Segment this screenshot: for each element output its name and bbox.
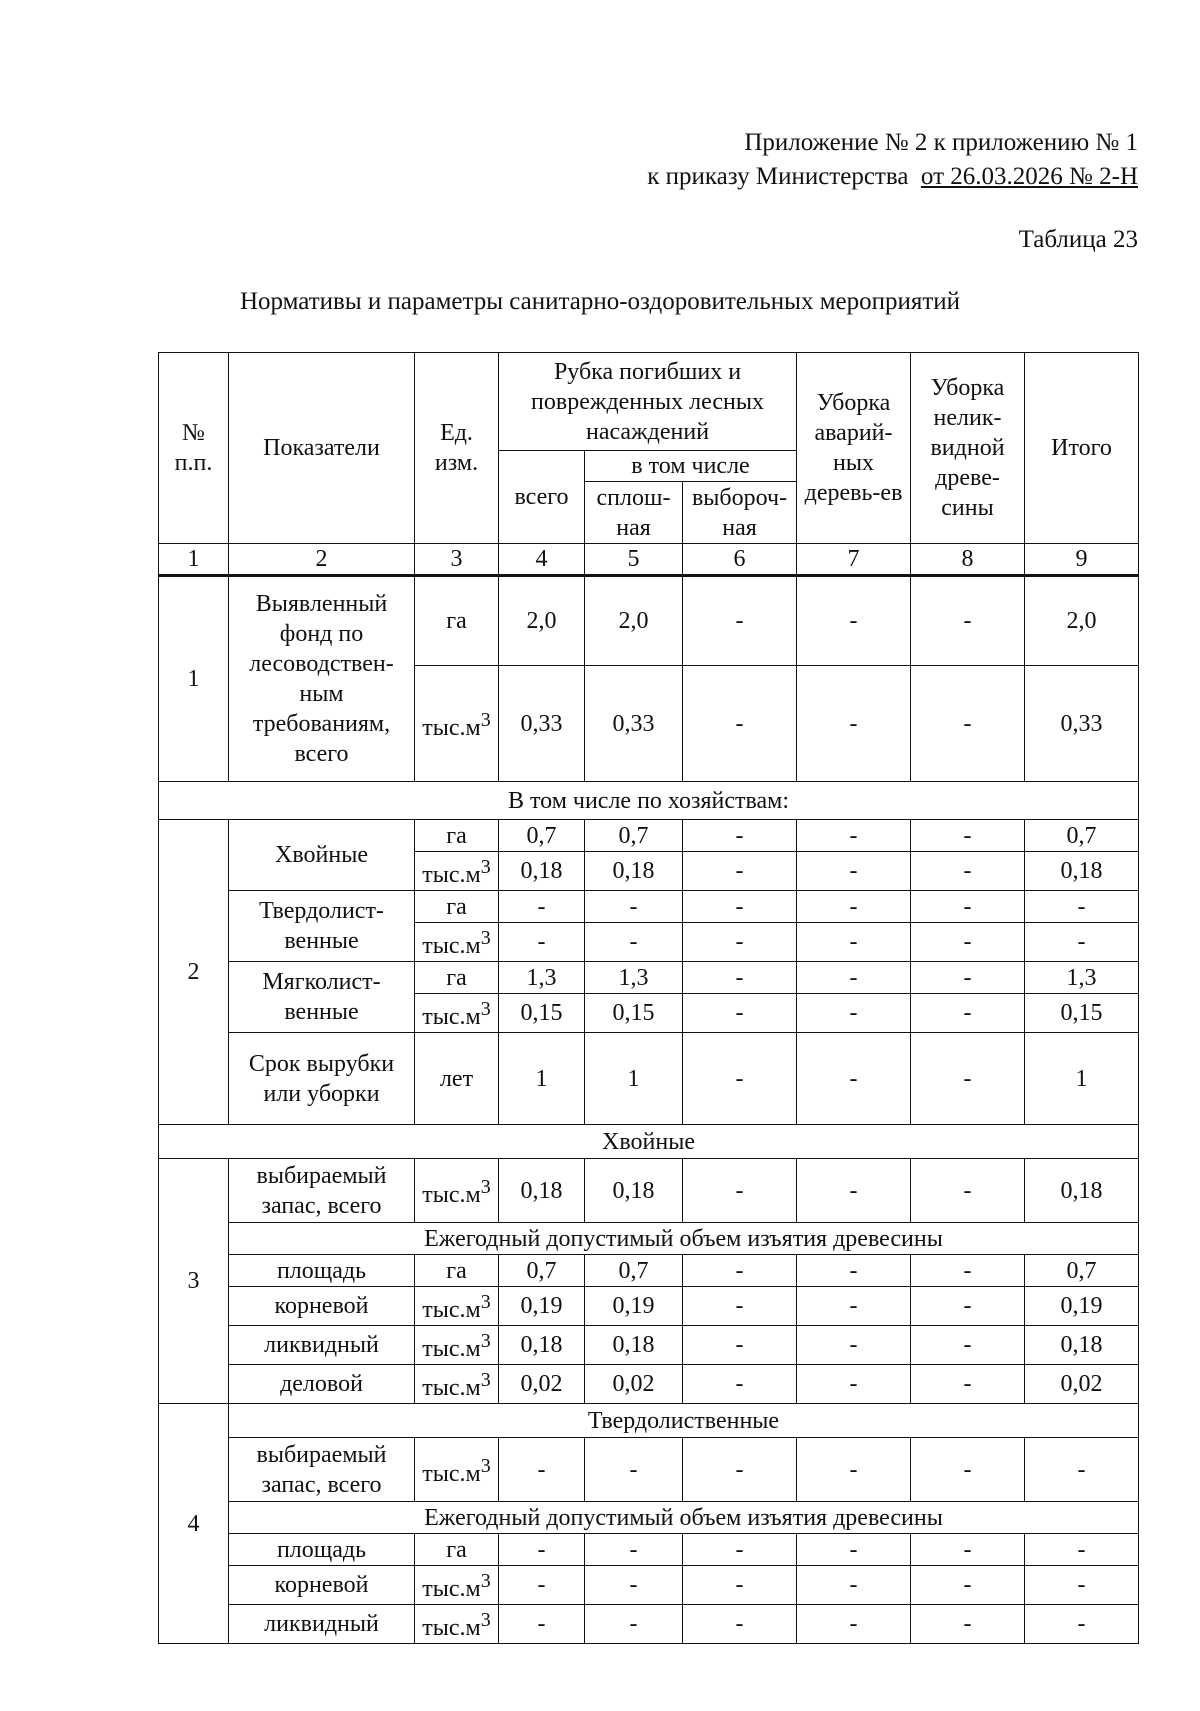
cubic-superscript: 3	[480, 1175, 491, 1198]
term-name: Срок вырубки или уборки	[229, 1033, 415, 1125]
value-cell: -	[797, 1365, 911, 1404]
appendix-line-2	[647, 160, 1138, 194]
value-cell: 0,15	[1025, 994, 1139, 1033]
unit-cell	[415, 1159, 499, 1223]
cubic-superscript: 3	[480, 856, 491, 878]
value-cell: -	[683, 962, 797, 994]
value-cell: -	[1025, 923, 1139, 962]
col-head-unit: Ед. изм.	[415, 353, 499, 544]
group-name-hardwood: Твердолист-венные	[229, 891, 415, 962]
row-name: корневой	[229, 1566, 415, 1605]
value-cell: 0,18	[1025, 852, 1139, 891]
unit-cell	[415, 852, 499, 891]
value-cell: 0,7	[585, 820, 683, 852]
unit-label: лет	[439, 1065, 474, 1092]
value-cell: -	[683, 994, 797, 1033]
value-cell: 1	[1025, 1033, 1139, 1125]
value-cell: -	[911, 1534, 1025, 1566]
value-cell: -	[911, 820, 1025, 852]
value-cell: -	[499, 1566, 585, 1605]
value-cell: 0,33	[585, 666, 683, 782]
value-cell: -	[683, 820, 797, 852]
unit-label: га	[446, 1536, 467, 1563]
value-cell: -	[911, 852, 1025, 891]
value-cell: -	[911, 1033, 1025, 1125]
column-number: 9	[1025, 544, 1139, 576]
value-cell: 0,19	[499, 1287, 585, 1326]
value-cell: -	[797, 1326, 911, 1365]
section4-num: 4	[159, 1404, 229, 1644]
value-cell: -	[797, 666, 911, 782]
column-number: 3	[415, 544, 499, 576]
unit-cell	[415, 1566, 499, 1605]
value-cell: -	[499, 1534, 585, 1566]
unit-label: га	[446, 1257, 467, 1284]
unit-label: га	[446, 608, 467, 634]
unit-cell	[415, 923, 499, 962]
cubic-superscript: 3	[480, 1291, 491, 1313]
col-head-num: № п.п.	[159, 353, 229, 544]
value-cell: -	[683, 1534, 797, 1566]
value-cell: -	[797, 1033, 911, 1125]
value-cell: 0,02	[499, 1365, 585, 1404]
unit-cell	[415, 962, 499, 994]
unit-cell	[415, 1033, 499, 1125]
value-cell: -	[911, 1365, 1025, 1404]
value-cell: -	[911, 1605, 1025, 1644]
value-cell: -	[683, 1605, 797, 1644]
section4-annual-heading: Ежегодный допустимый объем изъятия древесины	[229, 1502, 1139, 1534]
section4-stock-name: выбираемый запас, всего	[229, 1438, 415, 1502]
unit-label: тыс.м	[422, 1004, 481, 1030]
unit-cell	[415, 1326, 499, 1365]
value-cell: -	[683, 1566, 797, 1605]
value-cell: -	[683, 1255, 797, 1287]
row-name: площадь	[229, 1534, 415, 1566]
cubic-superscript: 3	[480, 998, 491, 1020]
table-title: Нормативы и параметры санитарно-оздоровительных мероприятий	[239, 288, 961, 315]
column-number: 8	[911, 544, 1025, 576]
unit-cell	[415, 1438, 499, 1502]
value-cell: -	[683, 1287, 797, 1326]
unit-label: га	[446, 822, 467, 849]
table-number: Таблица 23	[1018, 226, 1138, 253]
value-cell: -	[797, 1534, 911, 1566]
value-cell: 1,3	[499, 962, 585, 994]
section3-annual-heading: Ежегодный допустимый объем изъятия древесины	[229, 1223, 1139, 1255]
section4-heading: Твердолиственные	[229, 1404, 1139, 1438]
value-cell: -	[911, 994, 1025, 1033]
value-cell: -	[911, 666, 1025, 782]
value-cell: -	[1025, 1534, 1139, 1566]
value-cell: -	[911, 1255, 1025, 1287]
value-cell: -	[797, 576, 911, 666]
value-cell: -	[797, 1566, 911, 1605]
value-cell: 0,15	[585, 994, 683, 1033]
section1-num: 1	[159, 576, 229, 782]
value-cell: -	[797, 1438, 911, 1502]
unit-label: тыс.м	[422, 1181, 481, 1208]
cubic-superscript: 3	[480, 708, 491, 731]
value-cell: -	[683, 1438, 797, 1502]
order-ref: к приказу Министерства	[647, 163, 909, 190]
cubic-superscript: 3	[480, 1609, 491, 1631]
value-cell: -	[499, 1438, 585, 1502]
value-cell: 0,7	[499, 1255, 585, 1287]
value-cell: -	[585, 1566, 683, 1605]
value-cell: 0,18	[1025, 1326, 1139, 1365]
value-cell: -	[797, 891, 911, 923]
value-cell: -	[911, 1159, 1025, 1223]
value-cell: 0,19	[585, 1287, 683, 1326]
norms-table	[158, 352, 1139, 1644]
unit-cell	[415, 1534, 499, 1566]
value-cell: 1,3	[1025, 962, 1139, 994]
row-name: ликвидный	[229, 1326, 415, 1365]
column-number: 2	[229, 544, 415, 576]
value-cell: -	[797, 1287, 911, 1326]
value-cell: -	[911, 891, 1025, 923]
col-head-felling: Рубка погибших и поврежденных лесных насаждений	[499, 353, 797, 451]
group-name-softwood: Мягколист-венные	[229, 962, 415, 1033]
value-cell: 2,0	[585, 576, 683, 666]
value-cell: -	[911, 923, 1025, 962]
unit-label: тыс.м	[422, 1297, 481, 1323]
value-cell: -	[911, 576, 1025, 666]
cubic-superscript: 3	[480, 1369, 491, 1391]
value-cell: 2,0	[499, 576, 585, 666]
value-cell: -	[797, 1159, 911, 1223]
value-cell: -	[585, 1534, 683, 1566]
value-cell: 0,7	[1025, 1255, 1139, 1287]
unit-label: тыс.м	[422, 1615, 481, 1641]
value-cell: -	[797, 820, 911, 852]
value-cell: 2,0	[1025, 576, 1139, 666]
section2-num: 2	[159, 820, 229, 1125]
row-name: корневой	[229, 1287, 415, 1326]
unit-label: тыс.м	[422, 1375, 481, 1401]
unit-label: га	[446, 893, 467, 920]
value-cell: -	[911, 1287, 1025, 1326]
value-cell: 0,18	[585, 852, 683, 891]
value-cell: -	[585, 1605, 683, 1644]
row-name: ликвидный	[229, 1605, 415, 1644]
unit-cell	[415, 1287, 499, 1326]
row-name: площадь	[229, 1255, 415, 1287]
col-head-sum: Итого	[1025, 353, 1139, 544]
value-cell: 0,19	[1025, 1287, 1139, 1326]
col-head-including: в том числе	[585, 451, 797, 482]
value-cell: -	[683, 576, 797, 666]
value-cell: 0,18	[1025, 1159, 1139, 1223]
value-cell: -	[683, 923, 797, 962]
value-cell: -	[797, 962, 911, 994]
unit-label: тыс.м	[422, 862, 481, 888]
value-cell: -	[683, 666, 797, 782]
value-cell: -	[911, 1326, 1025, 1365]
value-cell: 0,18	[585, 1159, 683, 1223]
section3-heading: Хвойные	[159, 1125, 1139, 1159]
value-cell: -	[499, 891, 585, 923]
value-cell: -	[1025, 1605, 1139, 1644]
group-name-conifer: Хвойные	[229, 820, 415, 891]
col-head-indicator: Показатели	[229, 353, 415, 544]
row-name: деловой	[229, 1365, 415, 1404]
value-cell: 0,18	[499, 852, 585, 891]
value-cell: -	[585, 1438, 683, 1502]
value-cell: 0,02	[585, 1365, 683, 1404]
value-cell: 0,18	[499, 1326, 585, 1365]
unit-cell	[415, 666, 499, 782]
column-number: 7	[797, 544, 911, 576]
unit-cell	[415, 1365, 499, 1404]
value-cell: 0,18	[585, 1326, 683, 1365]
value-cell: -	[683, 1326, 797, 1365]
value-cell: -	[683, 1033, 797, 1125]
value-cell: -	[911, 962, 1025, 994]
value-cell: -	[585, 923, 683, 962]
cubic-superscript: 3	[480, 927, 491, 949]
column-number: 6	[683, 544, 797, 576]
col-head-clear: сплош-ная	[585, 482, 683, 544]
value-cell: 0,15	[499, 994, 585, 1033]
value-cell: 0,7	[499, 820, 585, 852]
value-cell: 0,02	[1025, 1365, 1139, 1404]
value-cell: -	[797, 923, 911, 962]
value-cell: -	[1025, 1438, 1139, 1502]
value-cell: -	[797, 1605, 911, 1644]
unit-cell	[415, 891, 499, 923]
value-cell: -	[797, 852, 911, 891]
unit-label: тыс.м	[422, 1336, 481, 1362]
section1-indicator: Выявленный фонд по лесоводствен-ным требованиям, всего	[229, 576, 415, 782]
column-number: 5	[585, 544, 683, 576]
section3-stock-name: выбираемый запас, всего	[229, 1159, 415, 1223]
value-cell: 0,18	[499, 1159, 585, 1223]
col-head-illiquid: Уборка нелик-видной древе-сины	[911, 353, 1025, 544]
column-number: 1	[159, 544, 229, 576]
column-number: 4	[499, 544, 585, 576]
value-cell: 1	[585, 1033, 683, 1125]
cubic-superscript: 3	[480, 1330, 491, 1352]
value-cell: 0,7	[1025, 820, 1139, 852]
unit-label: тыс.м	[422, 714, 481, 741]
value-cell: 1,3	[585, 962, 683, 994]
value-cell: -	[499, 1605, 585, 1644]
value-cell: -	[683, 1159, 797, 1223]
unit-label: тыс.м	[422, 1460, 481, 1487]
value-cell: 0,7	[585, 1255, 683, 1287]
col-head-total: всего	[499, 451, 585, 544]
col-head-selective: выбороч-ная	[683, 482, 797, 544]
cubic-superscript: 3	[480, 1454, 491, 1477]
order-date-number: от 26.03.2026 № 2-Н	[920, 163, 1138, 190]
unit-cell	[415, 576, 499, 666]
value-cell: -	[1025, 891, 1139, 923]
value-cell: -	[1025, 1566, 1139, 1605]
value-cell: -	[683, 852, 797, 891]
unit-label: тыс.м	[422, 1576, 481, 1602]
value-cell: 1	[499, 1033, 585, 1125]
unit-cell	[415, 994, 499, 1033]
section2-heading: В том числе по хозяйствам:	[159, 782, 1139, 820]
cubic-superscript: 3	[480, 1570, 491, 1592]
unit-label: тыс.м	[422, 933, 481, 959]
appendix-line-1: Приложение № 2 к приложению № 1	[744, 129, 1138, 156]
value-cell: 0,33	[499, 666, 585, 782]
value-cell: -	[683, 1365, 797, 1404]
col-head-emergency: Уборка аварий-ных деревь-ев	[797, 353, 911, 544]
unit-cell	[415, 1255, 499, 1287]
unit-label: га	[446, 964, 467, 991]
unit-cell	[415, 820, 499, 852]
value-cell: -	[585, 891, 683, 923]
unit-cell	[415, 1605, 499, 1644]
value-cell: -	[797, 994, 911, 1033]
value-cell: -	[683, 891, 797, 923]
value-cell: -	[499, 923, 585, 962]
value-cell: -	[797, 1255, 911, 1287]
value-cell: 0,33	[1025, 666, 1139, 782]
value-cell: -	[911, 1566, 1025, 1605]
value-cell: -	[911, 1438, 1025, 1502]
section3-num: 3	[159, 1159, 229, 1404]
